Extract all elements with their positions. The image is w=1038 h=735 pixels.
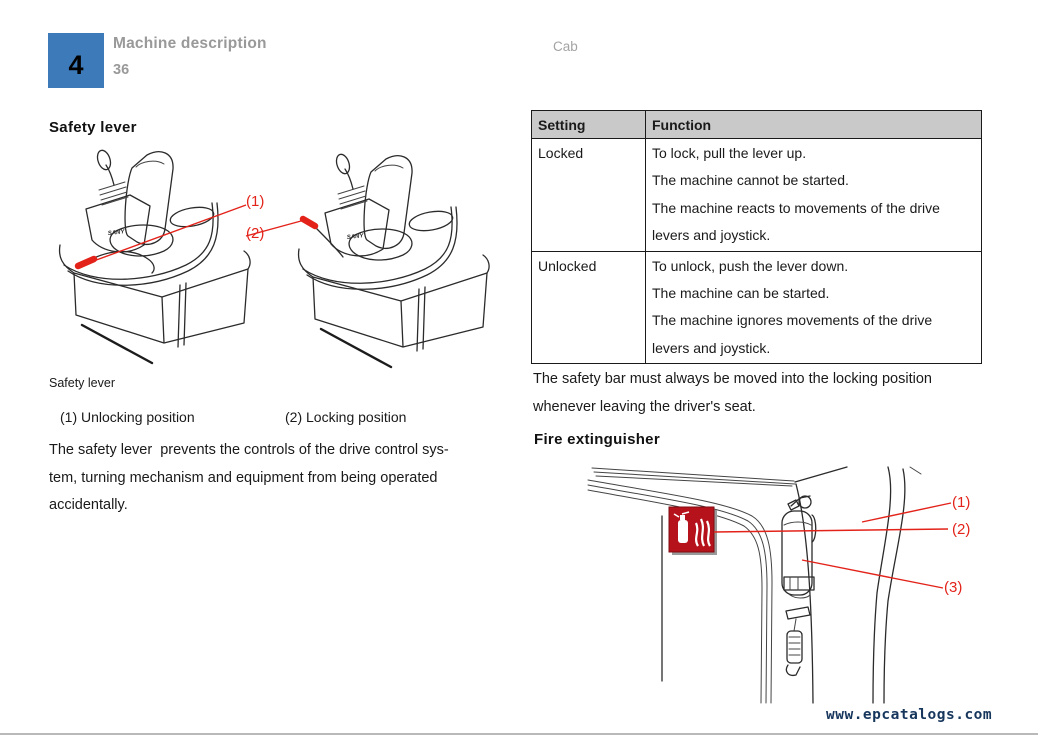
seat-locking-view [299,153,490,367]
callout-line-3 [802,560,943,588]
setting-cell-locked: Locked [532,139,646,252]
table-row [532,251,982,364]
note-line: The safety bar must always be moved into the locking position [533,371,932,387]
seat-unlocking-view [60,149,251,363]
legend-locking: (2) Locking position [285,409,407,425]
settings-table [531,110,982,364]
function-line: The machine ignores movements of the drive [652,312,933,329]
fire-extinguisher-sign-icon [669,507,717,555]
callout-line-1 [80,205,246,266]
fire-extinguisher-heading: Fire extinguisher [534,431,660,448]
function-line: The machine reacts to movements of the drive [652,199,940,216]
note-line: whenever leaving the driver's seat. [533,398,756,415]
watermark-link[interactable]: www.epcatalogs.com [826,707,993,723]
paragraph-line: accidentally. [49,497,128,513]
mounted-extinguisher-lineart [782,496,816,675]
function-line: To lock, pull the lever up. [652,145,807,161]
safety-lever-paragraph [49,437,494,520]
callout-line-1 [862,503,951,522]
setting-cell-unlocked: Unlocked [532,251,646,364]
fire-callout-1: (1) [952,494,971,511]
safety-lever-callout-2: (2) [246,225,265,242]
safety-lever-heading: Safety lever [49,119,137,136]
legend-unlocking: (1) Unlocking position [60,409,195,425]
function-line: levers and joystick. [652,227,771,244]
paragraph-line: The safety lever prevents the controls of the drive control sys- [49,442,449,458]
safety-bar-note [533,366,932,421]
chapter-number-box [48,33,104,88]
table-row [532,139,982,252]
seat-brand-text: SANY [107,229,125,237]
fire-extinguisher-figure [558,453,990,705]
safety-lever-down-red-tip [78,259,94,266]
table-header-row [532,111,982,139]
header-section-label: Cab [553,39,578,54]
figure-caption: Safety lever [49,376,116,390]
function-line: The machine can be started. [652,285,830,302]
page-number: 36 [113,62,130,78]
safety-lever-figure [49,145,520,377]
function-cell-unlocked [646,251,982,364]
paragraph-line: tem, turning mechanism and equipment from being operated [49,469,438,486]
chapter-number: 4 [68,50,84,80]
function-cell-locked [646,139,982,252]
safety-lever-callout-1: (1) [246,193,265,210]
function-line: The machine cannot be started. [652,172,849,189]
chapter-title: Machine description [113,35,267,52]
fire-callout-3: (3) [944,579,963,596]
safety-lever-up-red-tip [303,219,315,226]
function-line: levers and joystick. [652,339,771,356]
column-header-function: Function [646,111,982,139]
cab-corner-lineart [588,467,921,703]
seat-brand-text: SANY [346,233,364,241]
column-header-setting: Setting [532,111,646,139]
fire-callout-2: (2) [952,521,971,538]
function-line: To unlock, push the lever down. [652,257,849,274]
